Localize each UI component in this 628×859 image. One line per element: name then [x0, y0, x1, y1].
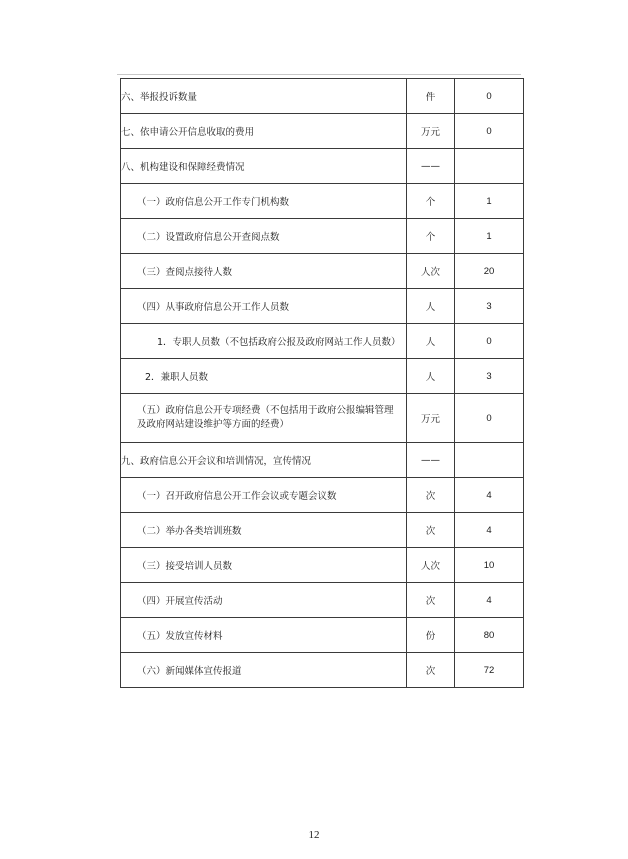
item-cell: 1．专职人员数（不包括政府公报及政府网站工作人员数） [121, 324, 407, 359]
table-row [121, 149, 524, 184]
table-row [121, 289, 524, 324]
value-cell: 10 [455, 548, 524, 583]
table-row [121, 219, 524, 254]
statistics-table [120, 78, 524, 688]
item-cell: （三）查阅点接待人数 [121, 254, 407, 289]
unit-cell: —— [407, 149, 455, 184]
unit-cell: 人次 [407, 254, 455, 289]
value-cell: 20 [455, 254, 524, 289]
value-cell: 72 [455, 653, 524, 688]
value-cell: 1 [455, 184, 524, 219]
table-row [121, 184, 524, 219]
item-cell: （五）政府信息公开专项经费（不包括用于政府公报编辑管理及政府网站建设维护等方面的经费） [121, 394, 407, 443]
table-row [121, 618, 524, 653]
page-number: 12 [308, 829, 320, 841]
table-row [121, 478, 524, 513]
value-cell: 0 [455, 114, 524, 149]
table-row [121, 114, 524, 149]
value-cell: 80 [455, 618, 524, 653]
item-cell: （二）举办各类培训班数 [121, 513, 407, 548]
table-row [121, 254, 524, 289]
table-row [121, 79, 524, 114]
table-row [121, 443, 524, 478]
unit-cell: 次 [407, 653, 455, 688]
value-cell: 1 [455, 219, 524, 254]
value-cell: 4 [455, 478, 524, 513]
unit-cell: —— [407, 443, 455, 478]
item-cell: 2．兼职人员数 [121, 359, 407, 394]
item-cell: （五）发放宣传材料 [121, 618, 407, 653]
value-cell: 0 [455, 324, 524, 359]
item-cell: 八、机构建设和保障经费情况 [121, 149, 407, 184]
unit-cell: 人 [407, 289, 455, 324]
item-cell: （二）设置政府信息公开查阅点数 [121, 219, 407, 254]
unit-cell: 个 [407, 219, 455, 254]
value-cell: 4 [455, 583, 524, 618]
unit-cell: 人 [407, 359, 455, 394]
item-cell: （三）接受培训人员数 [121, 548, 407, 583]
unit-cell: 件 [407, 79, 455, 114]
top-rule [117, 74, 521, 75]
item-cell: 七、依申请公开信息收取的费用 [121, 114, 407, 149]
item-cell: 九、政府信息公开会议和培训情况，宣传情况 [121, 443, 407, 478]
value-cell: 0 [455, 394, 524, 443]
table-row [121, 548, 524, 583]
unit-cell: 万元 [407, 114, 455, 149]
table-row [121, 513, 524, 548]
unit-cell: 次 [407, 583, 455, 618]
value-cell [455, 443, 524, 478]
item-cell: （六）新闻媒体宣传报道 [121, 653, 407, 688]
unit-cell: 份 [407, 618, 455, 653]
item-cell: （一）召开政府信息公开工作会议或专题会议数 [121, 478, 407, 513]
item-cell: （一）政府信息公开工作专门机构数 [121, 184, 407, 219]
unit-cell: 次 [407, 513, 455, 548]
item-cell: 六、举报投诉数量 [121, 79, 407, 114]
value-cell: 3 [455, 289, 524, 324]
value-cell: 4 [455, 513, 524, 548]
unit-cell: 万元 [407, 394, 455, 443]
item-cell: （四）开展宣传活动 [121, 583, 407, 618]
table-row [121, 583, 524, 618]
value-cell: 0 [455, 79, 524, 114]
table-row [121, 394, 524, 443]
unit-cell: 人 [407, 324, 455, 359]
item-cell: （四）从事政府信息公开工作人员数 [121, 289, 407, 324]
table-row [121, 324, 524, 359]
unit-cell: 次 [407, 478, 455, 513]
table-row [121, 653, 524, 688]
unit-cell: 人次 [407, 548, 455, 583]
value-cell: 3 [455, 359, 524, 394]
unit-cell: 个 [407, 184, 455, 219]
value-cell [455, 149, 524, 184]
table-row [121, 359, 524, 394]
